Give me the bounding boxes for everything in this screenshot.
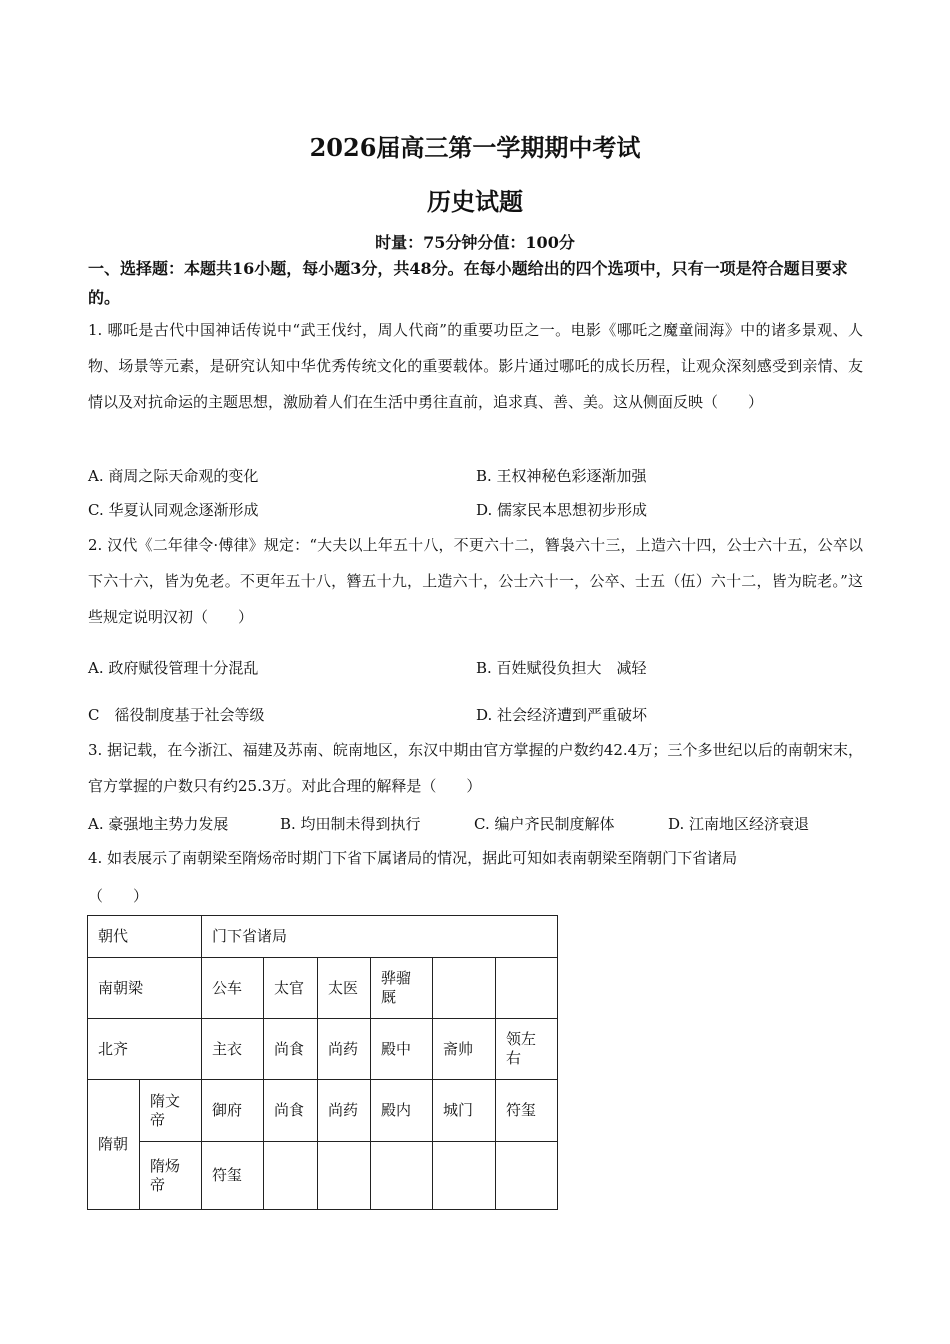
bureau-cell — [318, 1142, 371, 1210]
bureau-cell: 尚食 — [264, 1019, 318, 1080]
q1-option-b: B. 王权神秘色彩逐渐加强 — [476, 467, 647, 485]
time-score: 时量：75分钟分值：100分 — [375, 233, 575, 252]
bureau-cell: 尚食 — [264, 1080, 318, 1142]
q2-option-b: B. 百姓赋役负担大 减轻 — [476, 659, 647, 677]
bureau-cell — [496, 958, 558, 1019]
bureau-cell: 尚药 — [318, 1080, 371, 1142]
table-row-sui-wendi — [88, 1080, 558, 1142]
table-row-liang — [88, 958, 558, 1019]
bureau-cell: 斋帅 — [433, 1019, 496, 1080]
q2-option-a: A. 政府赋役管理十分混乱 — [88, 659, 259, 677]
bureau-cell — [264, 1142, 318, 1210]
dynasty-cell: 隋朝 — [88, 1080, 140, 1210]
section-instructions: 一、选择题：本题共16小题，每小题3分，共48分。在每小题给出的四个选项中，只有一项是符合题目要求的。 — [88, 259, 848, 307]
q2-stem: 2. 汉代《二年律令·傅律》规定：“大夫以上年五十八，不更六十二，簪袅六十三，上造六十四，公士六十五，公卒以下六十六，皆为免老。不更年五十八，簪五十九，上造六十，公士六十一，公卒、士五（伍）六十二，皆为睆老。”这些规定说明汉初（ ） — [88, 536, 863, 626]
emperor-cell: 隋文帝 — [140, 1080, 202, 1142]
emperor-cell: 隋炀帝 — [140, 1142, 202, 1210]
exam-title: 2026届高三第一学期期中考试 — [309, 133, 641, 162]
dynasty-cell: 南朝梁 — [88, 958, 202, 1019]
q1-option-c: C. 华夏认同观念逐渐形成 — [88, 501, 259, 519]
bureau-cell: 符玺 — [496, 1080, 558, 1142]
q3-option-c: C. 编户齐民制度解体 — [474, 815, 615, 833]
dynasty-cell: 北齐 — [88, 1019, 202, 1080]
bureau-cell: 公车 — [202, 958, 264, 1019]
q1-option-a: A. 商周之际天命观的变化 — [88, 467, 259, 485]
bureau-cell: 骅骝厩 — [371, 958, 433, 1019]
q4-table — [87, 915, 558, 1210]
bureau-cell: 御府 — [202, 1080, 264, 1142]
bureau-cell: 太医 — [318, 958, 371, 1019]
bureau-cell: 殿内 — [371, 1080, 433, 1142]
header-bureaus: 门下省诸局 — [202, 916, 558, 958]
bureau-cell: 主衣 — [202, 1019, 264, 1080]
q1-option-d: D. 儒家民本思想初步形成 — [476, 501, 648, 519]
bureau-cell: 尚药 — [318, 1019, 371, 1080]
q2-option-c: C 徭役制度基于社会等级 — [88, 706, 265, 724]
header-dynasty: 朝代 — [88, 916, 202, 958]
bureau-cell — [433, 1142, 496, 1210]
bureau-cell: 符玺 — [202, 1142, 264, 1210]
subject-title: 历史试题 — [427, 187, 523, 216]
q2-option-d: D. 社会经济遭到严重破坏 — [476, 706, 648, 724]
bureau-cell: 城门 — [433, 1080, 496, 1142]
q4-blank: （ ） — [88, 887, 149, 905]
table-row-sui-yangdi — [88, 1142, 558, 1210]
q3-option-a: A. 豪强地主势力发展 — [88, 815, 229, 833]
bureau-cell: 殿中 — [371, 1019, 433, 1080]
table-row-qi — [88, 1019, 558, 1080]
q3-stem: 3. 据记载，在今浙江、福建及苏南、皖南地区，东汉中期由官方掌握的户数约42.4万；三个多世纪以后的南朝宋末，官方掌握的户数只有约25.3万。对此合理的解释是（ ） — [88, 741, 863, 795]
q1-stem: 1. 哪吒是古代中国神话传说中“武王伐纣，周人代商”的重要功臣之一。电影《哪吒之魔童闹海》中的诸多景观、人物、场景等元素，是研究认知中华优秀传统文化的重要载体。影片通过哪吒的成长历程，让观众深刻感受到亲情、友情以及对抗命运的主题思想，激励着人们在生活中勇往直前，追求真、善、美。这从侧面反映（ ） — [88, 321, 863, 411]
bureau-cell — [433, 958, 496, 1019]
table-header-row — [88, 916, 558, 958]
bureau-cell: 领左右 — [496, 1019, 558, 1080]
q3-option-b: B. 均田制未得到执行 — [280, 815, 421, 833]
bureau-cell — [371, 1142, 433, 1210]
bureau-cell — [496, 1142, 558, 1210]
q4-stem: 4. 如表展示了南朝梁至隋炀帝时期门下省下属诸局的情况，据此可知如表南朝梁至隋朝门下省诸局 — [88, 849, 738, 867]
q3-option-d: D. 江南地区经济衰退 — [668, 815, 810, 833]
bureau-cell: 太官 — [264, 958, 318, 1019]
